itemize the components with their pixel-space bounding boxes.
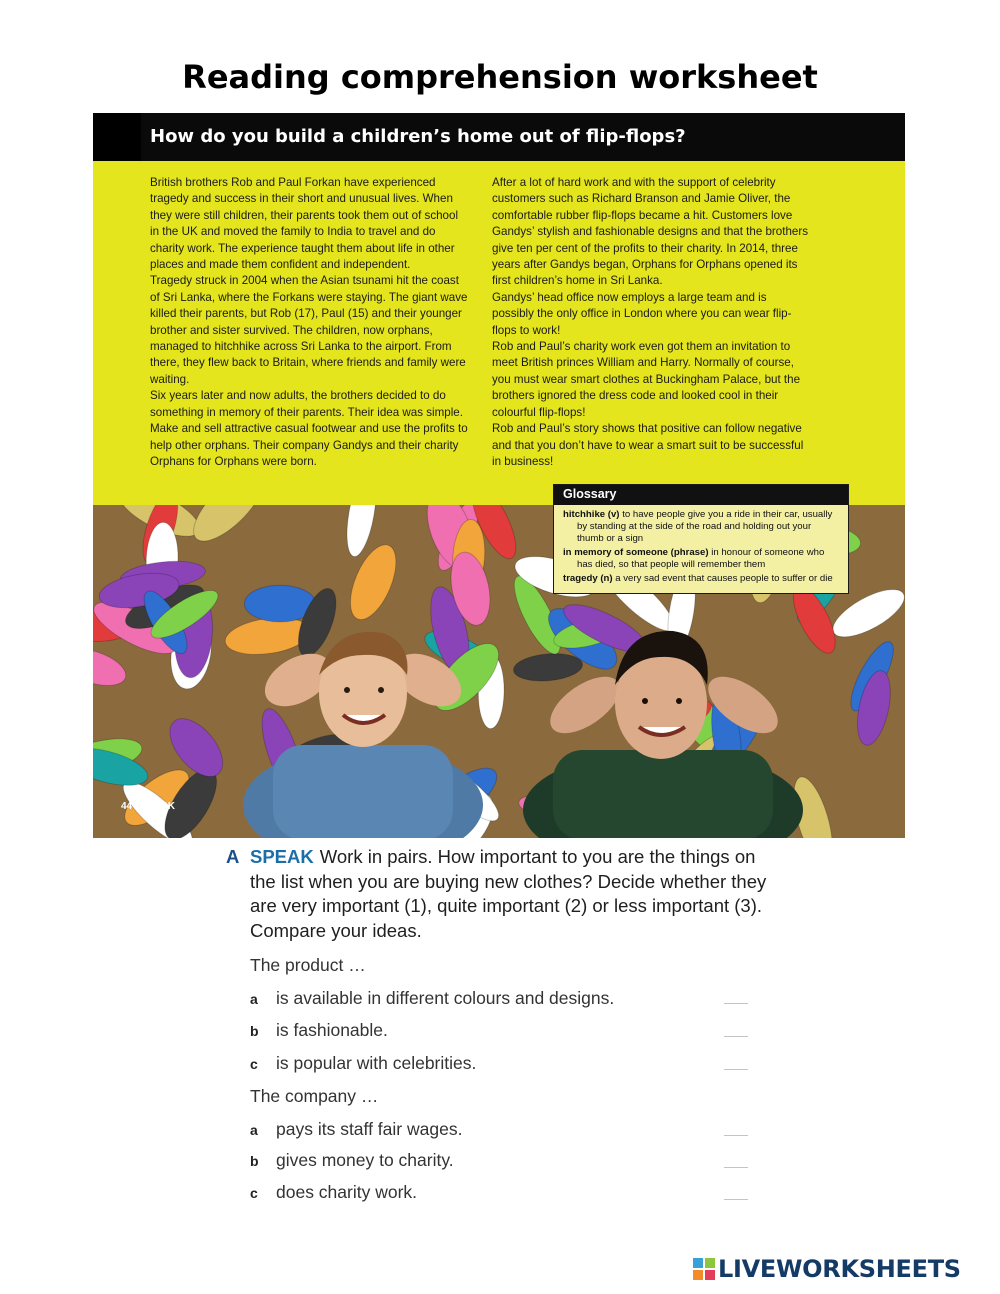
activity-a [226,845,786,1202]
list-item [250,988,750,1009]
answer-blank[interactable] [724,1036,748,1037]
item-text: gives money to charity. [276,1150,454,1170]
article-paragraph: Tragedy struck in 2004 when the Asian tsunami hit the coast of Sri Lanka, where the Forkans were staying. The giant wave killed their parents, but Rob (17), Paul (15) and their younger brother and sister survived. The children, now orphans, managed to hitchhike across Sri Lanka to the airport. From there, they flew back to Britain, where friends and family were waiting. [150,274,468,386]
article-column-left [150,175,468,470]
item-text: is available in different colours and designs. [276,988,615,1008]
item-letter: a [250,1122,258,1138]
item-text: is popular with celebrities. [276,1053,477,1073]
glossary-entry [563,573,840,585]
glossary-term: tragedy (n) [563,573,613,584]
answer-blank[interactable] [724,1167,748,1168]
worksheet-title: Reading comprehension worksheet [182,58,818,96]
page-number: 44 [121,801,133,812]
item-letter: b [250,1023,259,1039]
activity-instructions [226,845,786,943]
group-title-product: The product … [250,955,366,975]
article-paragraph: Six years later and now adults, the brothers decided to do something in memory of their parents. Their idea was simple. Make and sell attractive casual footwear and use the profits to help other orphans. Their company Gandys and their charity Orphans for Orphans were born. [150,389,468,468]
liveworksheets-logo-icon [693,1258,715,1280]
glossary-term: hitchhike (v) [563,509,620,520]
list-item [250,1020,750,1041]
article-paragraph: Rob and Paul’s story shows that positive can follow negative and that you don’t have to wear a smart suit to be successful in business! [492,422,804,468]
glossary-definition: a very sad event that causes people to suffer or die [615,573,833,584]
answer-blank[interactable] [724,1199,748,1200]
glossary-definition: in honour of someone who has died, so that people will remember them [577,547,825,570]
article-header [93,113,905,161]
glossary-term: in memory of someone (phrase) [563,547,709,558]
glossary-entry [563,547,840,571]
item-text: is fashionable. [276,1020,388,1040]
item-text: pays its staff fair wages. [276,1119,463,1139]
answer-blank[interactable] [724,1069,748,1070]
item-letter: c [250,1056,258,1072]
group-title-company: The company … [250,1086,379,1106]
section-name: WORK [143,801,175,812]
page-footer [121,801,175,812]
textbook-page [93,113,905,838]
glossary-box [553,484,849,594]
glossary-definition: to have people give you a ride in their car, usually by standing at the side of the road and holding out your thumb or a sign [577,509,833,544]
article-paragraph: Rob and Paul’s charity work even got them an invitation to meet British princes William and Harry. Normally of course, you must wear smart clothes at Buckingham Palace, but the brothers ignored the dress code and looked cool in their colourful flip-flops! [492,340,801,419]
activity-letter: A [226,846,240,867]
answer-blank[interactable] [724,1135,748,1136]
item-letter: b [250,1153,259,1169]
glossary-entry [563,509,840,545]
list-item [250,1119,750,1140]
item-text: does charity work. [276,1182,418,1202]
answer-blank[interactable] [724,1003,748,1004]
brand-text: LIVEWORKSHEETS [718,1255,961,1283]
article-title: How do you build a children’s home out of flip-flops? [150,126,686,147]
activity-text: Work in pairs. How important to you are the things on the list when you are buying new clothes? Decide whether they are very important (1), quite important (2) or less important (3). Compare your ideas. [250,846,767,941]
article-paragraph: Gandys’ head office now employs a large team and is possibly the only office in London where you can wear flip-flops to work! [492,290,792,337]
activity-label: SPEAK [250,846,314,867]
list-item [250,1150,750,1171]
article-paragraph: After a lot of hard work and with the support of celebrity customers such as Richard Branson and Jamie Oliver, the comfortable rubber flip-flops became a hit. Customers love Gandys’ stylish and fashionable designs and that the brothers give ten per cent of the profits to their charity. In 2014, three years after Gandys began, Orphans for Orphans opened its first children’s home in Sri Lanka. [492,176,809,288]
glossary-title: Glossary [554,485,848,505]
article-paragraph: British brothers Rob and Paul Forkan have experienced tragedy and success in their short and unusual lives. When they were still children, their parents took them out of school in the UK and moved the family to India to travel and do charity work. The experience taught them about life in other places and made them confident and independent. [150,176,459,272]
liveworksheets-brand[interactable] [693,1254,961,1284]
article-column-right [492,175,810,470]
item-letter: c [250,1185,258,1201]
list-item [250,1182,750,1203]
list-item [250,1053,750,1074]
item-letter: a [250,991,258,1007]
